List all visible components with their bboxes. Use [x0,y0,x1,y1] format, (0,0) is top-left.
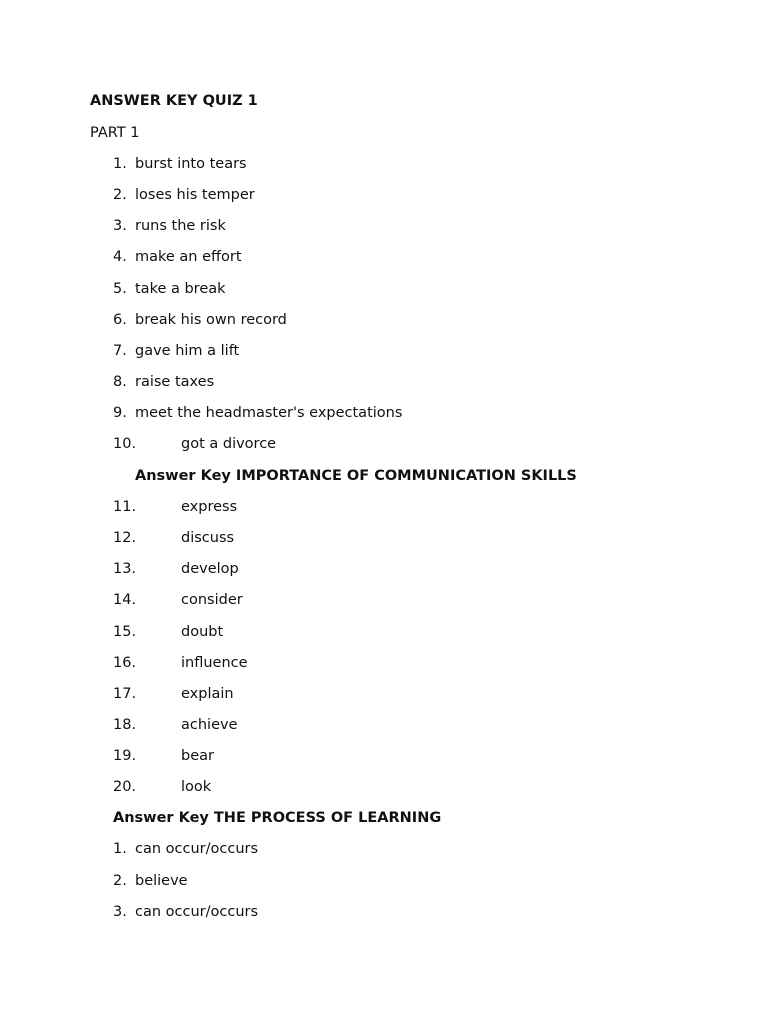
item-answer: runs the risk [135,218,226,234]
item-number: 17. [113,686,137,702]
item-answer: believe [135,873,188,889]
item-answer: loses his temper [135,187,255,203]
item-number: 14. [113,592,137,608]
item-number: 2. [113,873,127,889]
item-number: 5. [113,281,127,297]
item-number: 9. [113,405,127,421]
item-answer: break his own record [135,312,287,328]
item-number: 6. [113,312,127,328]
part-label: PART 1 [90,125,140,141]
item-answer: make an effort [135,249,242,265]
item-number: 2. [113,187,127,203]
item-number: 1. [113,156,127,172]
item-number: 16. [113,655,137,671]
item-answer: consider [181,592,243,608]
item-answer: bear [181,748,214,764]
item-number: 20. [113,779,137,795]
item-number: 18. [113,717,137,733]
item-answer: raise taxes [135,374,215,390]
item-answer: take a break [135,281,226,297]
item-answer: discuss [181,530,235,546]
document-title: ANSWER KEY QUIZ 1 [90,93,258,109]
item-number: 1. [113,841,127,857]
item-answer: achieve [181,717,238,733]
item-number: 15. [113,624,137,640]
item-answer: doubt [181,624,224,640]
item-answer: express [181,499,238,515]
item-answer: influence [181,655,248,671]
item-number: 10. [113,436,137,452]
item-number: 3. [113,218,127,234]
section-heading-learning: Answer Key THE PROCESS OF LEARNING [113,810,442,826]
item-number: 12. [113,530,137,546]
item-answer: can occur/occurs [135,841,259,857]
item-answer: look [181,779,212,795]
item-number: 19. [113,748,137,764]
item-number: 13. [113,561,137,577]
item-number: 7. [113,343,127,359]
item-answer: can occur/occurs [135,904,259,920]
item-number: 11. [113,499,137,515]
item-number: 8. [113,374,127,390]
item-number: 3. [113,904,127,920]
item-number: 4. [113,249,127,265]
section-heading-communication: Answer Key IMPORTANCE OF COMMUNICATION SKILLS [135,468,577,484]
item-answer: develop [181,561,239,577]
item-answer: burst into tears [135,156,247,172]
item-answer: gave him a lift [135,343,240,359]
item-answer: meet the headmaster's expectations [135,405,403,421]
item-answer: explain [181,686,234,702]
item-answer: got a divorce [181,436,277,452]
